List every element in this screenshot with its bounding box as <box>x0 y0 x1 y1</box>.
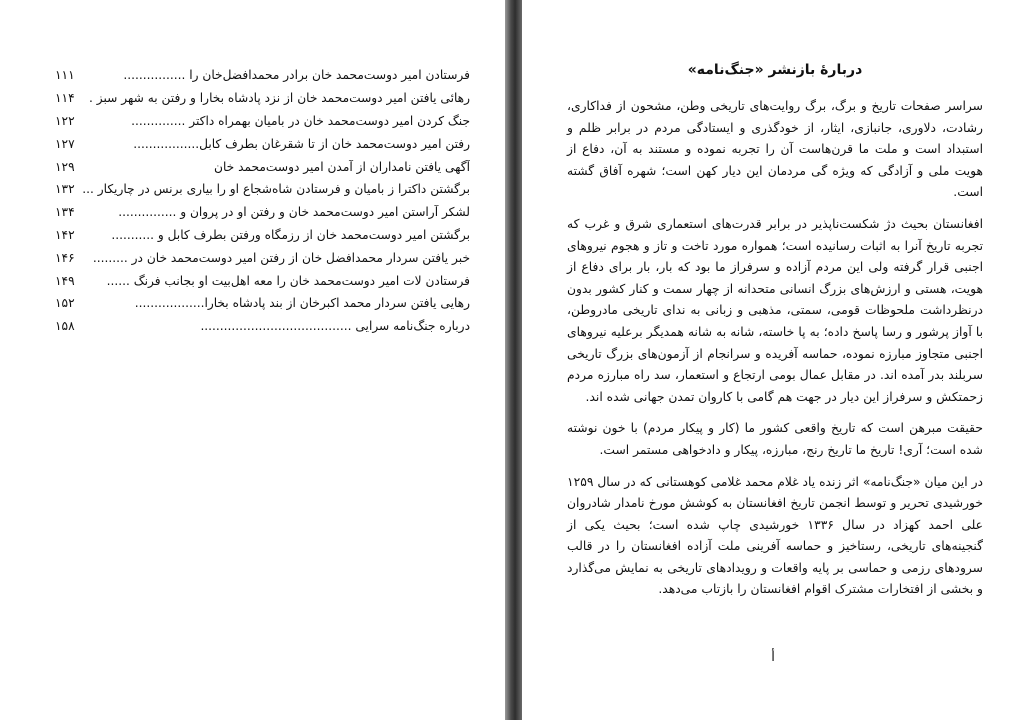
toc-entry-title: درباره جنگ‌نامه سرایی ....................................... <box>200 319 470 334</box>
toc-entry <box>55 110 470 133</box>
toc-entry-title: رهائی یافتن امیر دوست‌محمد خان از نزد پادشاه بخارا و رفتن به شهر سبز . <box>89 91 470 106</box>
toc-entry-page-number: ۱۵۲ <box>55 296 75 311</box>
toc-entry-title: برگشتن امیر دوست‌محمد خان از رزمگاه ورفتن بطرف کابل و ........... <box>111 227 470 242</box>
toc-entry-page-number: ۱۲۲ <box>55 113 75 128</box>
toc-entry-page-number: ۱۱۱ <box>55 68 75 83</box>
article-body <box>567 62 983 611</box>
book-spine <box>505 0 522 720</box>
toc-entry <box>55 201 470 224</box>
toc-entry-page-number: ۱۳۲ <box>55 182 75 197</box>
toc-entry <box>55 178 470 201</box>
toc-entry-page-number: ۱۴۹ <box>55 273 75 288</box>
toc-entry-title: فرستادن لات امیر دوست‌محمد خان را معه اهل‌بیت او بجانب فرنگ ...... <box>106 273 470 288</box>
article-title: دربارهٔ بازنشر «جنگ‌نامه» <box>687 62 863 78</box>
toc-entry <box>55 155 470 178</box>
toc-entry-title: فرستادن امیر دوست‌محمد خان برادر محمدافضل‌خان را ................ <box>123 68 470 83</box>
right-page-article <box>522 0 1024 720</box>
toc-entry-page-number: ۱۴۲ <box>55 227 75 242</box>
left-page-table-of-contents <box>0 0 505 720</box>
toc-entry-page-number: ۱۲۹ <box>55 159 75 174</box>
toc-entry-title: لشکر آراستن امیر دوست‌محمد خان و رفتن او در پروان و ............... <box>118 205 470 220</box>
toc-entry <box>55 64 470 87</box>
table-of-contents <box>55 64 470 338</box>
article-paragraph-4: در این میان «جنگ‌نامه» اثر زنده یاد غلام محمد غلامی کوهستانی که در سال ۱۲۵۹ خورشیدی تحریر و توسط انجمن تاریخ افغانستان به کوشش مورخ نامدار شادروان علی احمد کهزاد در سال ۱۳۳۶ خورشیدی چاپ شده است؛ بحیث یکی از گنجینه‌های تاریخی، رستاخیز و حماسه آفرینی ملت آزاده افغانستان را در قالب سرودهای رزمی و حماسی بر پایه واقعات و رویدادهای تاریخی به نمایش می‌گذارد و بخشی از افتخارات مشترک اقوام افغانستان را بازتاب می‌دهد. <box>567 474 984 597</box>
toc-entry <box>55 315 470 338</box>
toc-entry <box>55 132 470 155</box>
toc-entry-page-number: ۱۴۶ <box>55 250 75 265</box>
toc-entry <box>55 269 470 292</box>
toc-entry-page-number: ۱۵۸ <box>55 319 75 334</box>
article-paragraph-1: سراسر صفحات تاریخ و برگ، برگ روایت‌های تاریخی وطن، مشحون از فداکاری، رشادت، دلاوری، جانبازی، ایثار، از خودگذری و ایستادگی مردم در برابر ظلم و استبداد است و ملت ما قرن‌هاست آن را تجربه نموده و مستند به آن، دفاع از هویت ملی و آزادگی که ویژه گی مردمان این دیار کهن است؛ شهره آفاق گشته است. <box>567 99 983 200</box>
toc-entry-page-number: ۱۳۴ <box>55 205 75 220</box>
toc-entry-title: خبر یافتن سردار محمدافضل خان از رفتن امیر دوست‌محمد خان در ......... <box>92 250 470 265</box>
toc-entry-title: برگشتن داکترا ز بامیان و فرستادن شاه‌شجاع او را بیاری برنس در چاریکار ... <box>82 182 470 197</box>
article-paragraph-2: افغانستان بحیث دژ شکست‌ناپذیر در برابر قدرت‌های استعماری شرق و غرب که تجربه تاریخ آنرا به اثبات رسانیده است؛ همواره مورد تاخت و تاز و هجوم نیروهای اجنبی قرار گرفته ولی این مردم آزاده و سرفراز ما بود که بار، بار برای دفاع از هویت، هستی و ارزش‌های بزرگ انسانی متحدانه از چهار سمت و کنار کشور بدون درنظرداشت ملحوظات قومی، سمتی، مذهبی و زبانی به ندای تاریخی مادروطن، با آواز پرشور و رسا پاسخ داده؛ به پا خاسته، شانه به شانه همدیگر برعلیه نیروهای اجنبی متجاوز مبارزه نموده، حماسه آفریده و سرانجام از آزمون‌های بزرگ تاریخی سربلند بدر آمده اند. در مقابل عمال بومی ارتجاع و استعمار، سد راه مبارزه مردم زحمتکش و سرفراز این دیار در جهت هم گامی با کاروان تمدن جهانی شده اند. <box>567 216 983 404</box>
toc-entry-page-number: ۱۲۷ <box>55 136 75 151</box>
toc-entry-title: رفتن امیر دوست‌محمد خان از تا شقرغان بطرف کابل................. <box>133 136 470 151</box>
toc-entry <box>55 87 470 110</box>
toc-entry-page-number: ۱۱۴ <box>55 91 75 106</box>
toc-entry-title: جنگ کردن امیر دوست‌محمد خان در بامیان بهمراه داکتر .............. <box>131 113 470 128</box>
toc-entry-title: آگهی یافتن نامداران از آمدن امیر دوست‌محمد خان <box>214 159 470 174</box>
article-paragraph-3: حقیقت مبرهن است که تاریخ واقعی کشور ما (کار و پیکار مردم) با خون نوشته شده است؛ آری! تاریخ ما تاریخ رنج، مبارزه، پیکار و دادخواهی مستمر است. <box>567 421 983 457</box>
toc-entry <box>55 246 470 269</box>
toc-entry <box>55 292 470 315</box>
page-number: أ <box>771 650 775 665</box>
toc-entry-title: رهایی یافتن سردار محمد اکبرخان از بند پادشاه بخارا.................. <box>134 296 470 311</box>
toc-entry <box>55 224 470 247</box>
